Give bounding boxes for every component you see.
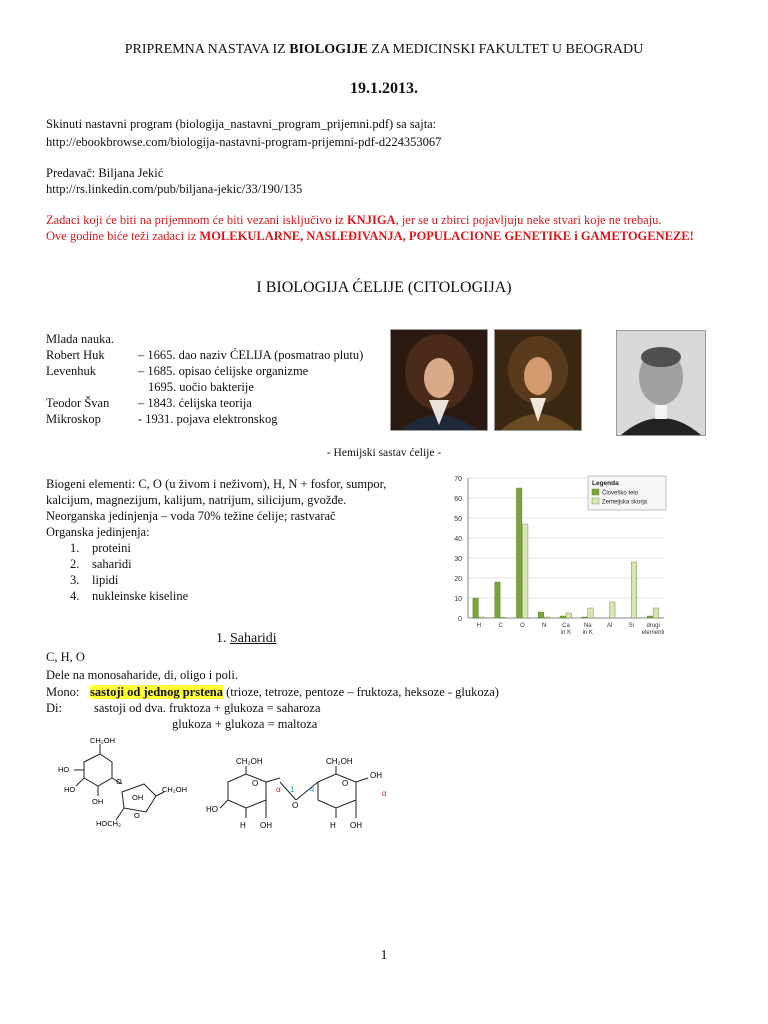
saharidi-elements: C, H, O	[46, 650, 85, 664]
ch2oh-label: CH₂OH	[90, 736, 115, 745]
o-label: O	[292, 801, 299, 810]
bar-human-body	[495, 582, 501, 618]
portrait-schwann	[616, 330, 706, 436]
warning-bold: MOLEKULARNE, NASLEĐIVANJA, POPULACIONE GENETIKE i GAMETOGENEZE	[199, 229, 690, 243]
di-line-2: glukoza + glukoza = maltoza	[172, 717, 318, 731]
history-name: Robert Huk	[46, 348, 105, 362]
warning-text: Zadaci koji će biti na prijemnom će biti vezani isključivo iz	[46, 213, 347, 227]
program-text: Skinuti nastavni program (biologija_nastavni_program_prijemni.pdf) sa sajta:	[46, 117, 437, 131]
program-url[interactable]: http://ebookbrowse.com/biologija-nastavni-program-prijemni-pdf-d224353067	[46, 135, 442, 149]
bar-earth-crust	[501, 617, 507, 618]
mono-highlight: sastoji od jednog prstena	[90, 685, 223, 699]
ch2oh-label: CH₂OH	[326, 757, 353, 766]
mono-rest: (trioze, tetroze, pentoze – fruktoza, heksoze - glukoza)	[223, 685, 499, 699]
oh-label: OH	[350, 821, 362, 830]
o-label: O	[134, 811, 140, 820]
bar-earth-crust	[479, 617, 485, 618]
bar-earth-crust	[610, 602, 616, 618]
alpha-label: α	[382, 789, 387, 798]
list-item: 3. lipidi	[70, 573, 119, 587]
warning-text: !	[689, 229, 694, 243]
di-text: sastoji od dva. fruktoza + glukoza = saharoza	[94, 701, 321, 715]
history-row	[46, 380, 254, 395]
bar-earth-crust	[566, 613, 572, 618]
o-label: O	[116, 777, 122, 786]
legend-title: Legenda	[592, 480, 619, 487]
o-label: O	[342, 779, 349, 788]
y-tick-label: 50	[454, 516, 462, 523]
bar-human-body	[582, 617, 588, 618]
list-item: 1. proteini	[70, 541, 131, 555]
lecturer: Predavač: Biljana Jekić	[46, 166, 164, 180]
y-tick-label: 30	[454, 556, 462, 563]
x-tick-label: C	[498, 623, 503, 629]
ch2oh-label: CH₂OH	[236, 757, 263, 766]
legend-entry: Človeško telo	[602, 490, 639, 497]
history-row	[46, 412, 278, 427]
alpha-label: α	[276, 785, 281, 794]
header-bold: BIOLOGIJE	[289, 42, 368, 57]
bar-earth-crust	[653, 608, 659, 618]
mono-label: Mono:	[46, 685, 80, 699]
history-name: Teodor Švan	[46, 396, 110, 410]
bar-earth-crust	[522, 524, 528, 618]
list-item-text: saharidi	[92, 557, 132, 571]
x-tick-label: Al	[606, 623, 613, 629]
x-tick-label: elementi	[641, 630, 665, 636]
x-tick-label: Si	[628, 623, 635, 629]
h-label: H	[240, 821, 246, 830]
y-tick-label: 20	[454, 576, 462, 583]
sucrose-structure	[52, 734, 202, 834]
history-row	[46, 396, 252, 411]
oh-label: OH	[370, 771, 382, 780]
y-tick-label: 0	[458, 616, 462, 623]
maltose-structure	[206, 752, 406, 836]
x-tick-label: O	[520, 623, 525, 629]
x-tick-label: Ca	[562, 623, 570, 629]
y-tick-label: 70	[454, 476, 462, 483]
warning-bold: KNJIGA	[346, 213, 396, 227]
history-text: 1695. uočio bakterije	[148, 380, 254, 394]
y-tick-label: 40	[454, 536, 462, 543]
carbon-4-label: 4	[310, 785, 315, 794]
saharidi-number: 1.	[216, 631, 230, 646]
history-text: - 1931. pojava elektronskog	[138, 412, 278, 426]
chem-title: - Hemijski sastav ćelije -	[326, 447, 442, 459]
history-name: Levenhuk	[46, 364, 96, 378]
document-date: 19.1.2013.	[350, 80, 418, 97]
o-label: O	[252, 779, 259, 788]
bar-human-body	[473, 598, 479, 618]
oh-label: OH	[92, 797, 104, 806]
legend-swatch	[592, 489, 599, 495]
di-line	[46, 701, 321, 716]
document-header	[0, 42, 768, 58]
chem-line: kalcijum, magnezijum, kalijum, natrijum, silicijum, gvožđe.	[46, 493, 347, 507]
list-item-text: proteini	[92, 541, 131, 555]
x-tick-label: drugi	[646, 623, 660, 629]
bar-human-body	[538, 612, 544, 618]
hoch2-label: HOCH₂	[96, 819, 121, 828]
legend-swatch	[592, 498, 599, 504]
h-label: H	[330, 821, 336, 830]
warning-line-2	[46, 229, 694, 244]
list-item-text: lipidi	[92, 573, 119, 587]
history-text: – 1665. dao naziv ĆELIJA (posmatrao plutu)	[138, 348, 364, 362]
section-title: I BIOLOGIJA ĆELIJE (CITOLOGIJA)	[256, 279, 512, 296]
oh-label: OH	[260, 821, 272, 830]
header-text-end: ZA MEDICINSKI FAKULTET U BEOGRADU	[367, 42, 644, 57]
bar-earth-crust	[544, 617, 550, 618]
x-tick-label: N	[542, 623, 547, 629]
lecturer-url[interactable]: http://rs.linkedin.com/pub/biljana-jekic/33/190/135	[46, 182, 303, 196]
ch2oh-label: CH₂OH	[162, 785, 187, 794]
saharidi-dele: Dele na monosaharide, di, oligo i poli.	[46, 668, 238, 682]
list-item: 2. saharidi	[70, 557, 132, 571]
ho-label: HO	[64, 785, 76, 794]
chem-line: Biogeni elementi: C, O (u živom i neživom), H, N + fosfor, sumpor,	[46, 477, 387, 491]
legend-entry: Zemeljska skorja	[602, 499, 648, 506]
oh-label: OH	[132, 793, 144, 802]
bar-human-body	[647, 616, 653, 618]
header-text: PRIPREMNA NASTAVA IZ	[124, 42, 290, 57]
chem-line: Neorganska jedinjenja – voda 70% težine ćelije; rastvarač	[46, 509, 336, 523]
element-composition-chart	[440, 468, 670, 640]
x-tick-label: in K	[560, 630, 572, 636]
saharidi-title: Saharidi	[230, 631, 277, 646]
saharidi-heading	[216, 631, 277, 647]
history-text: – 1685. opisao ćelijske organizme	[138, 364, 309, 378]
y-tick-label: 10	[454, 596, 462, 603]
page-number: 1	[380, 948, 388, 963]
history-text: – 1843. ćelijska teorija	[138, 396, 252, 410]
bar-earth-crust	[588, 608, 594, 618]
x-tick-label: H	[476, 623, 482, 629]
ho-label: HO	[58, 765, 70, 774]
bar-earth-crust	[631, 562, 637, 618]
list-item-text: nukleinske kiseline	[92, 589, 189, 603]
chem-line: Organska jedinjenja:	[46, 525, 150, 539]
x-tick-label: Na	[583, 623, 592, 629]
bar-human-body	[560, 616, 566, 618]
mono-line	[46, 685, 499, 700]
y-tick-label: 60	[454, 496, 462, 503]
history-row	[46, 364, 308, 379]
x-tick-label: in K	[582, 630, 593, 636]
warning-text: Ove godine biće teži zadaci iz	[46, 229, 200, 243]
portrait-hooke	[390, 329, 488, 431]
warning-line-1	[46, 213, 661, 228]
bar-human-body	[516, 488, 522, 618]
di-label: Di:	[46, 701, 62, 715]
history-intro: Mlada nauka.	[46, 332, 115, 346]
ho-label: HO	[206, 805, 218, 814]
carbon-1-label: 1	[290, 785, 295, 794]
warning-text: , jer se u zbirci pojavljuju neke stvari koje ne trebaju.	[395, 213, 662, 227]
history-name: Mikroskop	[46, 412, 101, 426]
portrait-leeuwenhoek	[494, 329, 582, 431]
history-row	[46, 348, 363, 363]
list-item: 4. nukleinske kiseline	[70, 589, 189, 603]
